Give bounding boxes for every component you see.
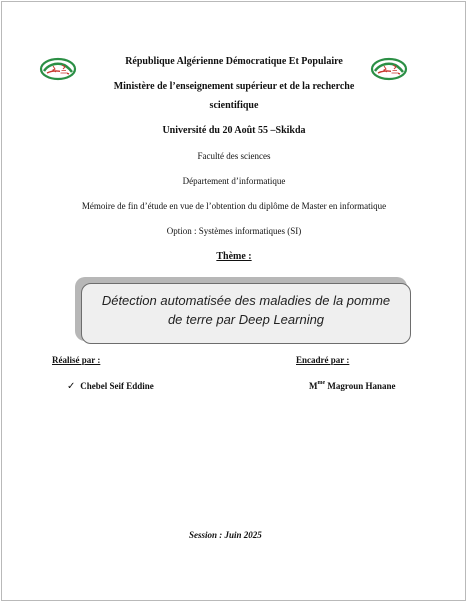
supervisor-name: Magroun Hanane [327,381,396,391]
realise-par-label: Réalisé par : [52,355,101,365]
republic-title: République Algérienne Démocratique Et Populaire [125,56,343,67]
theme-heading [0,251,468,263]
student-name: Chebel Seif Eddine [80,381,154,391]
ministry-title-line-2: scientifique [209,100,259,111]
supervisor-prefix: M [309,381,318,391]
option-label: Option : Systèmes informatiques (SI) [166,226,302,236]
session-date: Session : Juin 2025 [189,530,262,540]
theme-title-line-1: Détection automatisée des maladies de la pomme [101,293,391,308]
faculty-name: Faculté des sciences [197,151,271,161]
supervisor-superscript: me [317,380,326,386]
theme-title [92,292,400,330]
thesis-description: Mémoire de fin d’étude en vue de l’obtention du diplôme de Master en informatique [81,201,387,211]
theme-title-line-2: de terre par Deep Learning [167,311,325,327]
theme-label: Thème : [216,251,252,262]
supervisor-entry [309,381,396,391]
department-name: Département d’informatique [182,176,286,186]
university-name: Université du 20 Août 55 –Skikda [162,125,306,136]
checkmark-icon: ✓ [67,381,76,392]
encadre-par-label: Encadré par : [296,355,350,365]
ministry-title-line-1: Ministère de l’enseignement supérieur et de la recherche [113,81,355,92]
student-entry [67,381,154,392]
